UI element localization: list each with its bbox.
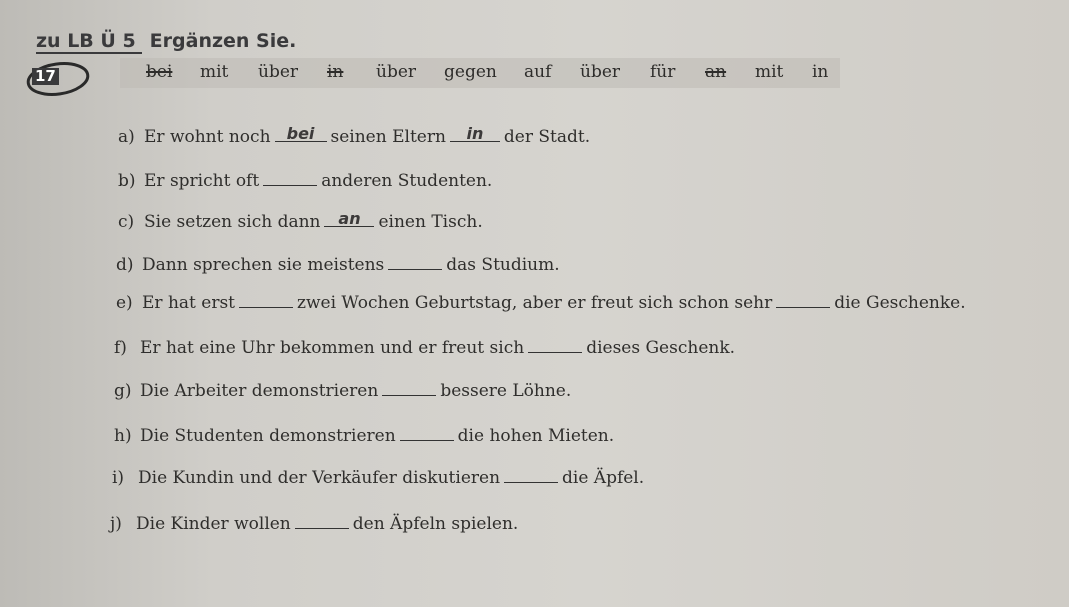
sentence-item (116, 291, 966, 313)
sentence-text: Er wohnt noch (144, 127, 271, 147)
sentence-item (110, 512, 518, 534)
sentence-text: dieses Geschenk. (586, 338, 736, 358)
sentence-text: die hohen Mieten. (457, 426, 615, 446)
sentence-label: j) (110, 514, 122, 534)
sentence-text: seinen Eltern (330, 127, 446, 147)
exercise-number: 17 (32, 68, 59, 85)
sentence-text: Sie setzen sich dann (144, 212, 321, 232)
sentence-label: a) (118, 127, 135, 147)
word-bank-item: an (705, 62, 727, 82)
answer-blank[interactable] (263, 169, 317, 186)
sentence-text: Die Arbeiter demonstrieren (140, 381, 379, 401)
answer-blank[interactable] (324, 210, 374, 227)
sentence-text: der Stadt. (503, 127, 591, 147)
handwritten-answer: in (466, 124, 484, 143)
sentence-text: den Äpfeln spielen. (352, 514, 519, 534)
handwritten-answer: an (338, 209, 361, 228)
sentence-text: Er hat erst (142, 293, 236, 313)
answer-blank[interactable] (776, 291, 830, 308)
sentence-text: Die Kinder wollen (136, 514, 291, 534)
sentence-label: f) (114, 338, 127, 358)
textbook-reference: zu LB Ü 5 (36, 30, 142, 54)
sentence-text: anderen Studenten. (321, 171, 493, 191)
exercise-number-badge (24, 60, 90, 98)
word-bank-item: über (376, 62, 417, 82)
sentence-item (114, 424, 614, 446)
exercise-title: Ergänzen Sie. (149, 30, 297, 52)
answer-blank[interactable] (528, 336, 582, 353)
word-bank-item: in (327, 62, 344, 82)
answer-blank[interactable] (388, 253, 442, 270)
sentence-label: h) (114, 426, 132, 446)
sentence-text: Die Studenten demonstrieren (140, 426, 396, 446)
sentence-label: i) (112, 468, 125, 488)
sentence-text: zwei Wochen Geburtstag, aber er freut sich schon sehr (297, 293, 773, 313)
answer-blank[interactable] (295, 512, 349, 529)
word-bank-item: über (580, 62, 621, 82)
sentence-item (118, 125, 590, 147)
word-bank-item: gegen (444, 62, 497, 82)
sentence-text: Die Kundin und der Verkäufer diskutieren (138, 468, 501, 488)
word-bank-item: für (650, 62, 676, 82)
exercise-heading (36, 30, 296, 52)
sentence-label: g) (114, 381, 132, 401)
answer-blank[interactable] (275, 125, 327, 142)
answer-blank[interactable] (382, 379, 436, 396)
sentence-label: d) (116, 255, 134, 275)
sentence-text: die Äpfel. (562, 468, 645, 488)
sentence-text: das Studium. (446, 255, 560, 275)
answer-blank[interactable] (400, 424, 454, 441)
sentence-text: Er spricht oft (144, 171, 260, 191)
sentence-label: b) (118, 171, 136, 191)
word-bank-item: mit (200, 62, 229, 82)
sentence-item (118, 210, 483, 232)
sentence-text: bessere Löhne. (440, 381, 572, 401)
sentence-text: Er hat eine Uhr bekommen und er freut sich (140, 338, 525, 358)
sentence-item (114, 379, 571, 401)
sentence-item (114, 336, 735, 358)
word-bank-item: bei (146, 62, 173, 82)
sentence-label: e) (116, 293, 133, 313)
sentence-text: einen Tisch. (378, 212, 483, 232)
sentence-label: c) (118, 212, 135, 232)
word-bank-item: über (258, 62, 299, 82)
word-bank-item: auf (524, 62, 552, 82)
word-bank-item: in (812, 62, 829, 82)
sentence-text: Dann sprechen sie meistens (142, 255, 385, 275)
sentence-item (118, 169, 492, 191)
answer-blank[interactable] (504, 466, 558, 483)
sentence-text: die Geschenke. (834, 293, 966, 313)
sentence-item (116, 253, 560, 275)
handwritten-answer: bei (286, 124, 315, 143)
word-bank-item: mit (755, 62, 784, 82)
answer-blank[interactable] (450, 125, 500, 142)
answer-blank[interactable] (239, 291, 293, 308)
sentence-item (112, 466, 644, 488)
